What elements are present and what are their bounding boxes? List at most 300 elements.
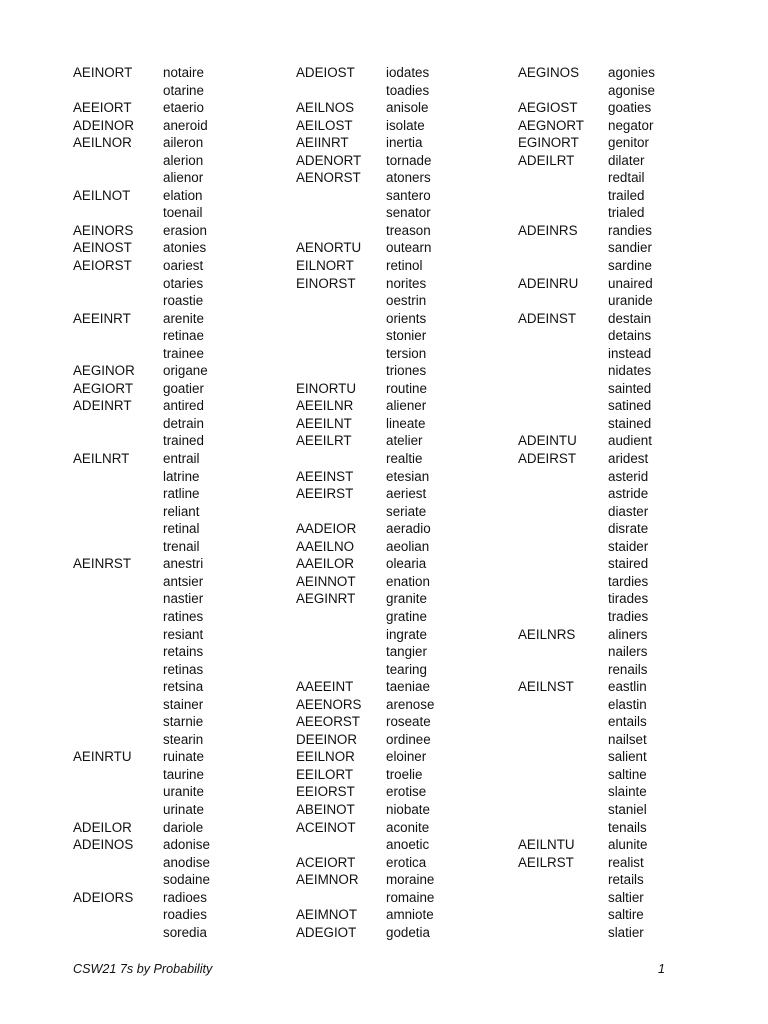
alphagram-key: ADEINTU [518, 433, 577, 449]
anagram-word: uranide [608, 293, 653, 309]
anagram-word: saltier [608, 889, 644, 905]
alphagram-key [518, 871, 608, 889]
alphagram-key: ADEINST [518, 310, 577, 326]
alphagram-key: AEINORS [73, 222, 134, 238]
alphagram-key [518, 380, 608, 398]
word-row [518, 239, 718, 257]
alphagram-key: ADEINRT [73, 398, 132, 414]
word-row [73, 836, 273, 854]
alphagram-key: ABEINOT [296, 801, 355, 817]
anagram-word: negator [608, 117, 654, 133]
alphagram-key [296, 222, 386, 240]
anagram-word: renails [608, 661, 648, 677]
word-row [73, 696, 273, 714]
anagram-word: nailers [608, 644, 648, 660]
alphagram-key [73, 152, 163, 170]
anagram-word: entails [608, 714, 647, 730]
anagram-word: tradies [608, 608, 649, 624]
anagram-word: trialed [608, 205, 645, 221]
alphagram-key: AEILNOR [73, 135, 132, 151]
anagram-word: tardies [608, 573, 649, 589]
anagram-word: genitor [608, 135, 649, 151]
anagram-word: alerion [163, 152, 204, 168]
word-row [296, 152, 496, 170]
anagram-word: goatier [163, 380, 204, 396]
alphagram-key: AEILNST [518, 679, 574, 695]
word-row [73, 889, 273, 907]
anagram-word: anestri [163, 556, 204, 572]
word-row [518, 626, 718, 644]
anagram-word: oariest [163, 258, 204, 274]
anagram-word: astride [608, 486, 649, 502]
alphagram-key [73, 731, 163, 749]
page-footer [73, 962, 665, 976]
alphagram-key [518, 520, 608, 538]
word-row [518, 362, 718, 380]
word-row [518, 503, 718, 521]
word-row [296, 397, 496, 415]
anagram-word: retinae [163, 328, 204, 344]
word-row [73, 520, 273, 538]
alphagram-key: AEILRST [518, 854, 574, 870]
alphagram-key [296, 327, 386, 345]
anagram-word: disrate [608, 521, 649, 537]
word-row [296, 310, 496, 328]
word-row [73, 485, 273, 503]
word-row [73, 573, 273, 591]
anagram-word: norites [386, 275, 427, 291]
word-row [296, 187, 496, 205]
alphagram-key: AEGNORT [518, 117, 584, 133]
word-row [518, 345, 718, 363]
word-row [73, 626, 273, 644]
anagram-word: roadies [163, 907, 207, 923]
anagram-word: entrail [163, 451, 200, 467]
word-row [518, 134, 718, 152]
alphagram-key: AENORTU [296, 240, 362, 256]
word-row [73, 362, 273, 380]
alphagram-key [296, 608, 386, 626]
word-row [73, 766, 273, 784]
anagram-word: otaries [163, 275, 204, 291]
anagram-word: moraine [386, 872, 435, 888]
alphagram-key [73, 503, 163, 521]
alphagram-key: ACEINOT [296, 819, 356, 835]
anagram-word: salient [608, 749, 647, 765]
anagram-word: staider [608, 538, 649, 554]
word-row [518, 766, 718, 784]
word-row [518, 643, 718, 661]
word-row [73, 713, 273, 731]
anagram-word: etesian [386, 468, 430, 484]
alphagram-key [73, 801, 163, 819]
anagram-word: erotise [386, 784, 427, 800]
word-row [518, 117, 718, 135]
word-row [518, 310, 718, 328]
word-row [518, 169, 718, 187]
page-number: 1 [657, 962, 665, 976]
anagram-word: nidates [608, 363, 652, 379]
anagram-word: godetia [386, 924, 430, 940]
alphagram-key [518, 766, 608, 784]
alphagram-key [518, 397, 608, 415]
alphagram-key: EEIORST [296, 784, 355, 800]
word-row [518, 204, 718, 222]
word-row [518, 380, 718, 398]
word-row [518, 538, 718, 556]
anagram-word: roastie [163, 293, 204, 309]
alphagram-key [518, 696, 608, 714]
alphagram-key [518, 713, 608, 731]
word-row [296, 345, 496, 363]
anagram-word: detains [608, 328, 652, 344]
word-row [296, 204, 496, 222]
anagram-word: sardine [608, 258, 652, 274]
anagram-word: origane [163, 363, 208, 379]
word-row [73, 678, 273, 696]
alphagram-key [296, 345, 386, 363]
alphagram-key [518, 362, 608, 380]
word-row [296, 555, 496, 573]
anagram-word: realtie [386, 451, 423, 467]
anagram-word: outearn [386, 240, 432, 256]
alphagram-key [73, 169, 163, 187]
alphagram-key: EEILNOR [296, 749, 355, 765]
alphagram-key: ADEINOS [73, 837, 134, 853]
word-row [296, 239, 496, 257]
alphagram-key [296, 889, 386, 907]
alphagram-key [518, 573, 608, 591]
alphagram-key [73, 573, 163, 591]
word-row [73, 187, 273, 205]
anagram-word: urinate [163, 801, 204, 817]
anagram-word: radioes [163, 889, 207, 905]
alphagram-key [518, 292, 608, 310]
anagram-word: reliant [163, 503, 200, 519]
word-row [73, 327, 273, 345]
anagram-word: trainee [163, 345, 204, 361]
alphagram-key: AEIMNOT [296, 907, 358, 923]
word-row [296, 889, 496, 907]
word-row [296, 678, 496, 696]
alphagram-key [73, 327, 163, 345]
anagram-word: unaired [608, 275, 653, 291]
word-row [73, 643, 273, 661]
anagram-word: aliners [608, 626, 648, 642]
anagram-word: trained [163, 433, 204, 449]
anagram-word: tirades [608, 591, 649, 607]
anagram-word: troelie [386, 766, 423, 782]
alphagram-key: AEINRTU [73, 749, 132, 765]
alphagram-key: AEEILNT [296, 415, 352, 431]
alphagram-key: AEIORST [73, 258, 132, 274]
anagram-word: resiant [163, 626, 204, 642]
anagram-word: realist [608, 854, 644, 870]
word-row [73, 117, 273, 135]
word-row [518, 748, 718, 766]
word-row [296, 661, 496, 679]
word-row [73, 292, 273, 310]
anagram-word: sodaine [163, 872, 210, 888]
alphagram-key: AEENORS [296, 696, 362, 712]
anagram-word: stained [608, 415, 652, 431]
alphagram-key [518, 661, 608, 679]
anagram-word: staniel [608, 801, 647, 817]
alphagram-key: AEGINRT [296, 591, 356, 607]
alphagram-key [518, 239, 608, 257]
word-row [518, 222, 718, 240]
alphagram-key [518, 924, 608, 942]
anagram-word: atoners [386, 170, 431, 186]
alphagram-key [296, 204, 386, 222]
alphagram-key: DEEINOR [296, 731, 358, 747]
word-row [296, 503, 496, 521]
anagram-word: sandier [608, 240, 652, 256]
word-row [518, 696, 718, 714]
alphagram-key [73, 678, 163, 696]
word-row [73, 555, 273, 573]
anagram-word: erasion [163, 222, 207, 238]
word-row [518, 590, 718, 608]
alphagram-key [296, 503, 386, 521]
word-row [518, 573, 718, 591]
word-row [518, 432, 718, 450]
anagram-word: adonise [163, 837, 210, 853]
anagram-word: roseate [386, 714, 431, 730]
alphagram-key [518, 503, 608, 521]
anagram-word: erotica [386, 854, 427, 870]
alphagram-key [296, 626, 386, 644]
word-row [518, 99, 718, 117]
anagram-word: antired [163, 398, 204, 414]
word-row [518, 257, 718, 275]
anagram-word: latrine [163, 468, 200, 484]
word-row [296, 257, 496, 275]
alphagram-key [73, 82, 163, 100]
word-row [518, 871, 718, 889]
word-row [73, 432, 273, 450]
word-row [296, 731, 496, 749]
alphagram-key: AEGINOS [518, 65, 580, 80]
alphagram-key: AEINOST [73, 240, 132, 256]
word-row [296, 275, 496, 293]
anagram-word: alienor [163, 170, 204, 186]
word-row [518, 82, 718, 100]
word-row [518, 485, 718, 503]
alphagram-key [296, 643, 386, 661]
alphagram-key: AEGIOST [518, 100, 578, 116]
word-row [296, 432, 496, 450]
word-row [73, 397, 273, 415]
word-row [296, 327, 496, 345]
anagram-word: etaerio [163, 100, 204, 116]
anagram-word: stearin [163, 731, 204, 747]
anagram-word: toadies [386, 82, 430, 98]
alphagram-key [73, 292, 163, 310]
word-row [296, 468, 496, 486]
word-row [73, 310, 273, 328]
alphagram-key [73, 696, 163, 714]
alphagram-key: EINORTU [296, 380, 357, 396]
alphagram-key: AEILNRT [73, 451, 130, 467]
anagram-word: saltire [608, 907, 644, 923]
word-row [296, 538, 496, 556]
anagram-word: aliener [386, 398, 427, 414]
anagram-word: tangier [386, 644, 427, 660]
word-row [518, 327, 718, 345]
alphagram-key [73, 538, 163, 556]
word-row [296, 643, 496, 661]
alphagram-key: AEGINOR [73, 363, 135, 379]
alphagram-key [73, 432, 163, 450]
word-column-2 [296, 64, 496, 941]
anagram-word: eastlin [608, 679, 647, 695]
footer-title: CSW21 7s by Probability [73, 962, 213, 976]
word-row [73, 731, 273, 749]
word-row [518, 520, 718, 538]
word-row [296, 415, 496, 433]
alphagram-key: ADEIOST [296, 65, 355, 80]
word-row [296, 836, 496, 854]
anagram-word: niobate [386, 801, 430, 817]
anagram-word: tenails [608, 819, 647, 835]
anagram-word: elation [163, 187, 203, 203]
anagram-word: treason [386, 222, 431, 238]
word-row [73, 222, 273, 240]
anagram-word: retinal [163, 521, 200, 537]
word-row [296, 819, 496, 837]
alphagram-key [518, 415, 608, 433]
alphagram-key [296, 450, 386, 468]
word-row [296, 766, 496, 784]
anagram-word: atelier [386, 433, 423, 449]
word-row [296, 362, 496, 380]
anagram-word: destain [608, 310, 652, 326]
alphagram-key [73, 713, 163, 731]
alphagram-key [73, 485, 163, 503]
word-row [73, 415, 273, 433]
word-row [73, 661, 273, 679]
anagram-word: starnie [163, 714, 204, 730]
anagram-word: asterid [608, 468, 649, 484]
alphagram-key [73, 204, 163, 222]
word-row [296, 64, 496, 82]
anagram-word: trailed [608, 187, 645, 203]
word-row [296, 222, 496, 240]
word-row [296, 854, 496, 872]
anagram-word: enation [386, 573, 430, 589]
anagram-word: aeolian [386, 538, 430, 554]
alphagram-key: ADEILRT [518, 152, 575, 168]
anagram-word: alunite [608, 837, 648, 853]
anagram-word: uranite [163, 784, 204, 800]
anagram-word: agonise [608, 82, 655, 98]
anagram-word: retsina [163, 679, 204, 695]
anagram-word: taeniae [386, 679, 430, 695]
word-row [518, 801, 718, 819]
alphagram-key: ADEINRU [518, 275, 579, 291]
word-row [518, 415, 718, 433]
anagram-word: retinol [386, 258, 423, 274]
anagram-word: aileron [163, 135, 204, 151]
alphagram-key [73, 626, 163, 644]
word-row [296, 117, 496, 135]
anagram-word: elastin [608, 696, 647, 712]
anagram-word: detrain [163, 415, 204, 431]
anagram-word: triones [386, 363, 427, 379]
alphagram-key [296, 187, 386, 205]
alphagram-key: AEEORST [296, 714, 360, 730]
anagram-word: nastier [163, 591, 204, 607]
word-row [296, 783, 496, 801]
word-row [73, 239, 273, 257]
alphagram-key [296, 661, 386, 679]
alphagram-key [518, 643, 608, 661]
alphagram-key [73, 643, 163, 661]
anagram-word: ratline [163, 486, 200, 502]
word-row [296, 169, 496, 187]
alphagram-key [73, 854, 163, 872]
alphagram-key [73, 520, 163, 538]
alphagram-key [518, 204, 608, 222]
alphagram-key [518, 187, 608, 205]
word-row [73, 801, 273, 819]
word-row [73, 924, 273, 942]
word-row [518, 731, 718, 749]
alphagram-key: AEINRST [73, 556, 132, 572]
alphagram-key: AEEIRST [296, 486, 354, 502]
anagram-word: arenite [163, 310, 204, 326]
anagram-word: staired [608, 556, 649, 572]
word-row [296, 82, 496, 100]
anagram-word: taurine [163, 766, 204, 782]
alphagram-key [518, 555, 608, 573]
word-row [518, 275, 718, 293]
word-row [73, 82, 273, 100]
alphagram-key [518, 538, 608, 556]
word-row [296, 485, 496, 503]
alphagram-key: AEEINRT [73, 310, 131, 326]
anagram-word: eloiner [386, 749, 427, 765]
alphagram-key: EGINORT [518, 135, 579, 151]
anagram-word: nailset [608, 731, 647, 747]
word-row [73, 503, 273, 521]
word-row [73, 380, 273, 398]
anagram-word: retails [608, 872, 644, 888]
alphagram-key: AEEILRT [296, 433, 352, 449]
alphagram-key [518, 889, 608, 907]
alphagram-key [296, 292, 386, 310]
word-row [73, 468, 273, 486]
word-row [73, 64, 273, 82]
anagram-word: ingrate [386, 626, 427, 642]
alphagram-key: ADEILOR [73, 819, 132, 835]
alphagram-key [73, 608, 163, 626]
word-row [518, 187, 718, 205]
word-row [518, 450, 718, 468]
alphagram-key [73, 590, 163, 608]
anagram-word: stonier [386, 328, 427, 344]
alphagram-key: AEGIORT [73, 380, 134, 396]
anagram-word: instead [608, 345, 652, 361]
alphagram-key [518, 257, 608, 275]
word-row [296, 590, 496, 608]
alphagram-key: ACEIORT [296, 854, 356, 870]
anagram-word: arenose [386, 696, 435, 712]
anagram-word: retains [163, 644, 204, 660]
word-row [73, 169, 273, 187]
anagram-word: anisole [386, 100, 429, 116]
